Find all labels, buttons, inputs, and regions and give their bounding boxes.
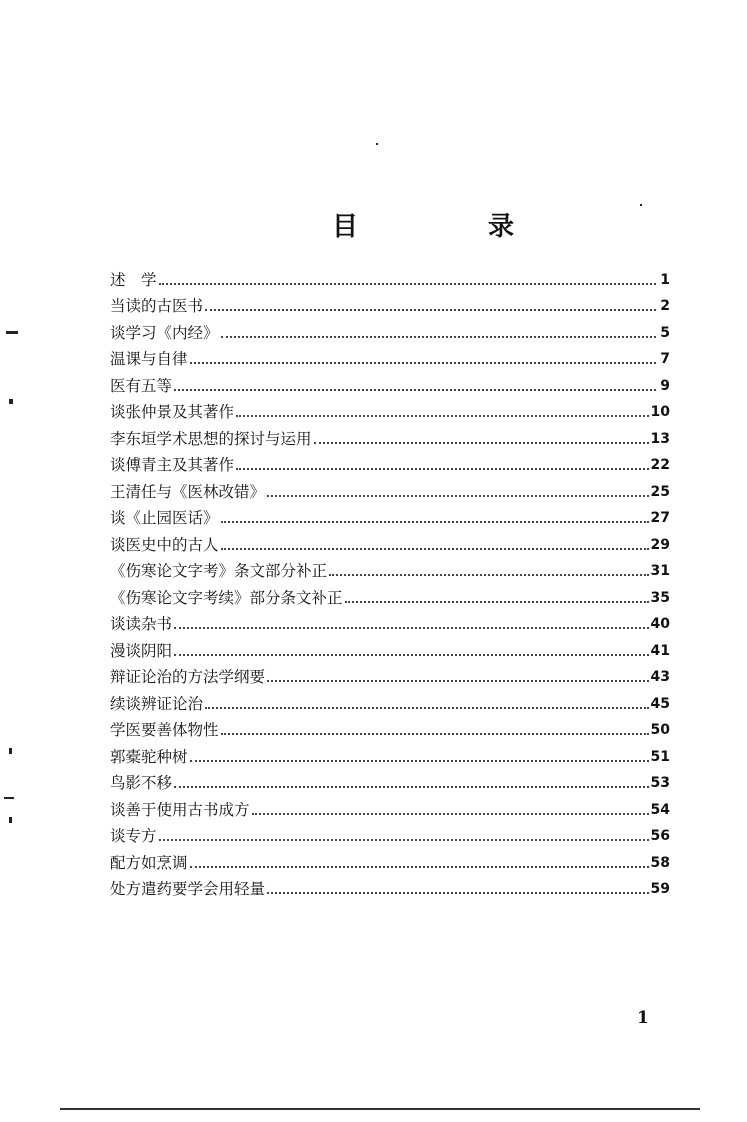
toc-leader-dots (236, 467, 649, 470)
toc-entry (110, 554, 670, 581)
toc-leader-dots (221, 335, 656, 338)
toc-entry-page: 13 (650, 430, 670, 447)
toc-leader-dots (221, 547, 649, 550)
toc-entry-page: 50 (650, 722, 670, 738)
toc-entry (110, 607, 670, 634)
toc-entry (110, 580, 670, 607)
toc-entry-title: 温课与自律 (110, 350, 188, 368)
toc-entry (110, 527, 670, 554)
toc-entry-title: 述 学 (110, 270, 157, 289)
toc-entry (110, 766, 670, 793)
toc-leader-dots (190, 759, 649, 762)
toc-entry-title: 漫谈阴阳 (110, 641, 173, 660)
scan-mark (4, 797, 14, 799)
scan-mark (9, 399, 13, 404)
toc-entry-page: 35 (650, 589, 670, 606)
toc-leader-dots (190, 865, 649, 868)
scan-mark (376, 143, 378, 145)
toc-leader-dots (174, 785, 649, 788)
toc-leader-dots (267, 679, 649, 682)
toc-entry-title: 谈傅青主及其著作 (110, 456, 235, 474)
toc-entry (110, 501, 670, 528)
toc-leader-dots (159, 838, 649, 841)
toc-entry (110, 262, 670, 289)
toc-entry-title: 谈善于使用古书成方 (110, 800, 250, 819)
scan-mark (6, 331, 18, 334)
toc-entry-title: 谈读杂书 (110, 615, 173, 633)
toc-entry-page: 43 (650, 669, 670, 685)
toc-entry-page: 29 (650, 536, 670, 553)
toc-entry (110, 315, 670, 342)
toc-entry (110, 368, 670, 395)
toc-entry-title: 谈张仲景及其著作 (110, 403, 235, 421)
toc-entry-title: 谈专方 (110, 827, 157, 845)
scan-mark (9, 748, 12, 754)
toc-entry-page: 7 (660, 351, 670, 367)
toc-leader-dots (174, 388, 656, 391)
toc-entry-page: 56 (650, 828, 670, 844)
toc-entry (110, 686, 670, 713)
toc-entry (110, 792, 670, 819)
toc-entry-title: 《伤寒论文字考》条文部分补正 (110, 562, 328, 580)
toc-leader-dots (329, 573, 649, 576)
toc-entry-title: 辩证论治的方法学纲要 (110, 668, 266, 686)
toc-entry-title: 王清任与《医林改错》 (110, 482, 266, 501)
toc-entry-title: 处方遣药要学会用轻量 (110, 880, 266, 898)
toc-entry-page: 58 (650, 854, 670, 871)
toc-leader-dots (205, 706, 649, 709)
toc-entry-title: 配方如烹调 (110, 853, 188, 872)
toc-entry-page: 22 (650, 457, 670, 473)
toc-leader-dots (314, 441, 649, 444)
heading-char-2: 录 (488, 212, 515, 242)
toc-entry-page: 2 (660, 298, 670, 314)
toc-entry-page: 5 (660, 324, 670, 341)
toc-entry-page: 9 (660, 377, 670, 394)
toc-leader-dots (267, 494, 649, 497)
toc-entry (110, 421, 670, 448)
toc-entry (110, 713, 670, 740)
heading-char-1: 目 (332, 212, 359, 242)
toc-leader-dots (174, 653, 649, 656)
toc-entry-page: 45 (650, 695, 670, 712)
toc-entry (110, 448, 670, 475)
toc-entry-page: 40 (650, 616, 670, 632)
toc-entry-page: 51 (650, 748, 670, 765)
toc-leader-dots (345, 600, 649, 603)
toc-leader-dots (205, 308, 656, 311)
scan-mark (640, 204, 642, 206)
toc-leader-dots (221, 520, 649, 523)
table-of-contents (110, 262, 670, 898)
toc-entry (110, 845, 670, 872)
toc-entry-title: 鸟影不移 (110, 774, 173, 792)
toc-entry-title: 医有五等 (110, 376, 173, 395)
toc-entry-page: 10 (650, 404, 670, 420)
toc-entry-title: 郭橐驼种树 (110, 747, 188, 766)
toc-entry-title: 《伤寒论文字考续》部分条文补正 (110, 588, 343, 607)
toc-entry-title: 续谈辨证论治 (110, 694, 204, 713)
toc-leader-dots (267, 891, 649, 894)
toc-entry (110, 289, 670, 316)
toc-leader-dots (236, 414, 649, 417)
toc-leader-dots (190, 361, 656, 364)
toc-leader-dots (221, 732, 649, 735)
scan-mark (9, 817, 12, 823)
toc-entry-title: 谈医史中的古人 (110, 535, 219, 554)
toc-entry-page: 1 (660, 271, 670, 288)
toc-entry-page: 41 (650, 642, 670, 659)
bottom-rule (60, 1108, 700, 1110)
toc-entry-title: 李东垣学术思想的探讨与运用 (110, 429, 312, 448)
toc-entry-title: 学医要善体物性 (110, 721, 219, 739)
toc-entry-title: 谈学习《内经》 (110, 323, 219, 342)
toc-entry (110, 395, 670, 422)
toc-entry (110, 342, 670, 369)
toc-entry-page: 25 (650, 483, 670, 500)
toc-entry-title: 谈《止园医话》 (110, 509, 219, 527)
toc-entry (110, 739, 670, 766)
toc-entry-page: 54 (650, 801, 670, 818)
toc-entry (110, 474, 670, 501)
toc-entry-page: 53 (650, 775, 670, 791)
toc-heading (0, 206, 747, 246)
toc-entry (110, 633, 670, 660)
toc-entry (110, 660, 670, 687)
toc-entry-page: 59 (650, 881, 670, 897)
toc-entry (110, 819, 670, 846)
toc-entry (110, 872, 670, 899)
page-number: 1 (637, 1008, 649, 1028)
toc-entry-page: 27 (650, 510, 670, 526)
toc-leader-dots (159, 282, 656, 285)
toc-leader-dots (252, 812, 649, 815)
toc-entry-title: 当读的古医书 (110, 297, 204, 315)
toc-leader-dots (174, 626, 649, 629)
toc-entry-page: 31 (650, 563, 670, 579)
